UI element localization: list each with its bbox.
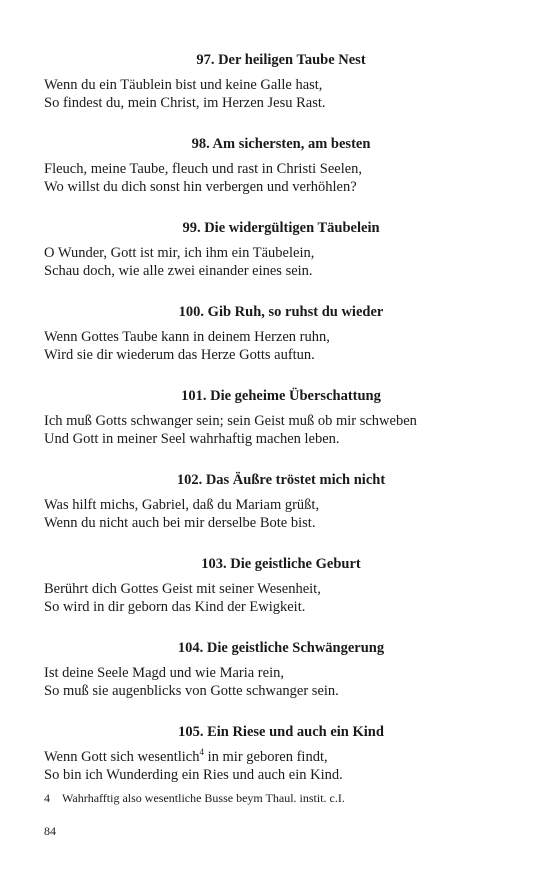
epigram-title: 104. Die geistliche Schwängerung [177,640,385,656]
epigram-title: 102. Das Äußre tröstet mich nicht [176,472,386,488]
verse-line: Was hilft michs, Gabriel, daß du Mariam grüßt, [44,497,320,513]
epigram-verse [44,412,417,448]
verse-line: Wenn du ein Täublein bist und keine Galle hast, [44,77,323,93]
epigram-title: 103. Die geistliche Geburt [201,556,361,572]
epigram-verse [44,160,362,196]
verse-line: So bin ich Wunderding ein Ries und auch ein Kind. [44,767,343,783]
verse-line: Wo willst du dich sonst hin verbergen und verhöhlen? [44,179,357,195]
epigram-title: 99. Die widergültigen Täubelein [182,220,380,236]
epigram-verse [44,496,319,532]
page-number: 84 [44,824,56,838]
footnote-marker: 4 [199,747,204,758]
verse-line [44,748,343,766]
epigram-title: 101. Die geheime Überschattung [181,388,381,404]
epigram-title: 105. Ein Riese und auch ein Kind [178,724,384,740]
verse-line: So findest du, mein Christ, im Herzen Jesu Rast. [44,95,326,111]
epigram-verse [44,328,330,364]
verse-line: Ich muß Gotts schwanger sein; sein Geist muß ob mir schweben [44,413,417,429]
verse-line: Wird sie dir wiederum das Herze Gotts auftun. [44,347,315,363]
verse-text: Wenn Gott sich wesentlich [44,749,200,765]
verse-line: O Wunder, Gott ist mir, ich ihm ein Täubelein, [44,245,315,261]
epigram-verse [44,748,343,784]
footnote-text: Wahrhafftig also wesentliche Busse beym Thaul. instit. c.I. [62,791,345,805]
epigram-verse [44,580,321,616]
epigram-verse [44,76,326,112]
footnote [44,790,345,806]
verse-line: Wenn du nicht auch bei mir derselbe Bote bist. [44,515,316,531]
verse-line: Ist deine Seele Magd und wie Maria rein, [44,665,284,681]
epigram-title: 97. Der heiligen Taube Nest [196,52,366,68]
epigram-verse [44,664,339,700]
footnote-number: 4 [44,791,50,805]
verse-line: So wird in dir geborn das Kind der Ewigkeit. [44,599,306,615]
verse-line: Und Gott in meiner Seel wahrhaftig machen leben. [44,431,340,447]
verse-line: Fleuch, meine Taube, fleuch und rast in Christi Seelen, [44,161,363,177]
epigram-title: 98. Am sichersten, am besten [191,136,371,152]
verse-line: Schau doch, wie alle zwei einander eines sein. [44,263,313,279]
verse-text: in mir geboren findt, [203,749,328,765]
verse-line: Berührt dich Gottes Geist mit seiner Wesenheit, [44,581,321,597]
epigram-verse [44,244,314,280]
verse-line: So muß sie augenblicks von Gotte schwanger sein. [44,683,339,699]
verse-line: Wenn Gottes Taube kann in deinem Herzen ruhn, [44,329,330,345]
epigram-title: 100. Gib Ruh, so ruhst du wieder [178,304,384,320]
